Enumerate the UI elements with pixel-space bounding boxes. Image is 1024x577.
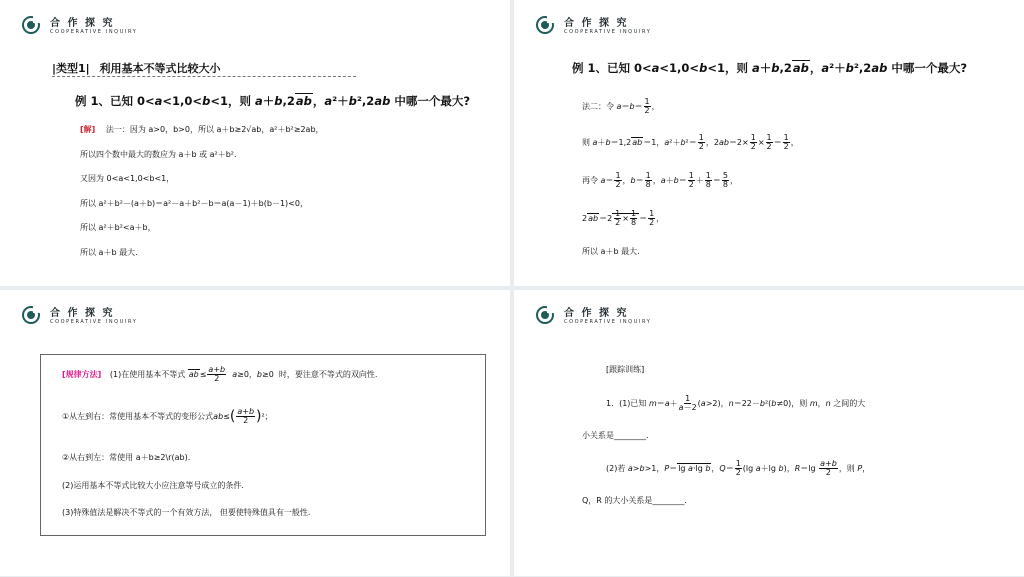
practice-line-4: Q，R 的大小关系是________. [582, 496, 687, 505]
example-question: 例 1、已知 0<a<1,0<b<1，则 a＋b,2ab，a²＋b²,2ab 中哪一个最大? [75, 94, 470, 108]
example-question: 例 1、已知 0<a<1,0<b<1，则 a＋b,2ab，a²＋b²,2ab 中哪一个最大? [572, 61, 967, 75]
rule-line-1: [规律方法] (1)在使用基本不等式 ab≤ $\frac{a+b}{2}$ a≥0，b≥0 时，要注意不等式的双向性. [62, 365, 378, 383]
method2-line-1: 法二：令 a＝b＝ $\frac{1}{2}$ ， [582, 97, 660, 115]
type-heading [52, 60, 221, 76]
logo-icon [536, 306, 554, 324]
header-subtitle: COOPERATIVE INQUIRY [564, 29, 652, 35]
logo-icon [536, 16, 554, 34]
heading-underline [52, 76, 356, 77]
type-title: 利用基本不等式比较大小 [99, 62, 221, 75]
header-subtitle: COOPERATIVE INQUIRY [50, 319, 138, 325]
slide-4[interactable] [514, 290, 1024, 576]
slide-1[interactable] [0, 0, 510, 286]
rule-tag: [规律方法] [62, 370, 102, 379]
method2-line-5: 所以 a＋b 最大. [582, 247, 640, 256]
method2-line-2: 则 a＋b＝1,2ab＝1，a²＋b²＝ $\frac{1}{2}$ ，2ab＝2× $\frac{1}{2}$ × $\frac{1}{2}$ ＝ $\frac{1}{2}$ ， [582, 133, 799, 151]
header-title: 合 作 探 究 [564, 308, 629, 319]
practice-line-3: (2)若 a>b>1，P＝lg a·lg b，Q＝ $\frac{1}{2}$ (lg a＋lg b)，R＝lg $\frac{a+b}{2}$ ，则 P， [606, 459, 871, 477]
method2-line-3: 再令 a＝ $\frac{1}{2}$ ，b＝ $\frac{1}{8}$ ，a＋b＝ $\frac{1}{2}$ ＋ $\frac{1}{8}$ ＝ $\frac{5}{8}$ ， [582, 171, 738, 189]
header-subtitle: COOPERATIVE INQUIRY [564, 319, 652, 325]
solution-line-3: 又因为 0<a<1,0<b<1， [80, 174, 175, 183]
logo-icon [22, 16, 40, 34]
practice-tag: [跟踪训练] [606, 365, 645, 374]
solution-line-6: 所以 a＋b 最大. [80, 248, 138, 257]
header-title: 合 作 探 究 [50, 308, 115, 319]
solution-tag: [解] [80, 125, 96, 134]
type-tag: |类型1| [52, 62, 90, 75]
rule-line-4: (2)运用基本不等式比较大小应注意等号成立的条件. [62, 481, 244, 490]
slide-2[interactable] [514, 0, 1024, 286]
practice-line-1: 1．(1)已知 m＝a＋ $\frac{1}{a-2}$ (a>2)，n＝22－b²(b≠0)，则 m，n 之间的大 [606, 394, 866, 412]
header-title: 合 作 探 究 [50, 18, 115, 29]
solution-line-1: [解] 法一：因为 a>0，b>0，所以 a＋b≥2√ab，a²＋b²≥2ab， [80, 125, 324, 134]
slide-3[interactable] [0, 290, 510, 576]
logo-icon [22, 306, 40, 324]
rule-line-2: ①从左到右：常使用基本不等式的变形公式ab≤( $\frac{a+b}{2}$ )²； [62, 407, 273, 425]
solution-line-5: 所以 a²＋b²<a＋b， [80, 223, 156, 232]
solution-line-2: 所以四个数中最大的数应为 a＋b 或 a²＋b². [80, 150, 237, 159]
method2-line-4: 2ab＝2 $\frac{1}{2}$ × $\frac{1}{8}$ ＝ $\frac{1}{2}$ ， [582, 209, 665, 227]
header-title: 合 作 探 究 [564, 18, 629, 29]
rule-line-5: (3)特殊值法是解决不等式的一个有效方法， 但要使特殊值具有一般性. [62, 508, 311, 517]
rule-line-3: ②从右到左：常使用 a＋b≥2\r(ab). [62, 453, 191, 462]
header-subtitle: COOPERATIVE INQUIRY [50, 29, 138, 35]
solution-line-4: 所以 a²＋b²－(a＋b)＝a²－a＋b²－b＝a(a－1)＋b(b－1)<0， [80, 199, 308, 208]
practice-line-2: 小关系是________. [582, 431, 649, 440]
